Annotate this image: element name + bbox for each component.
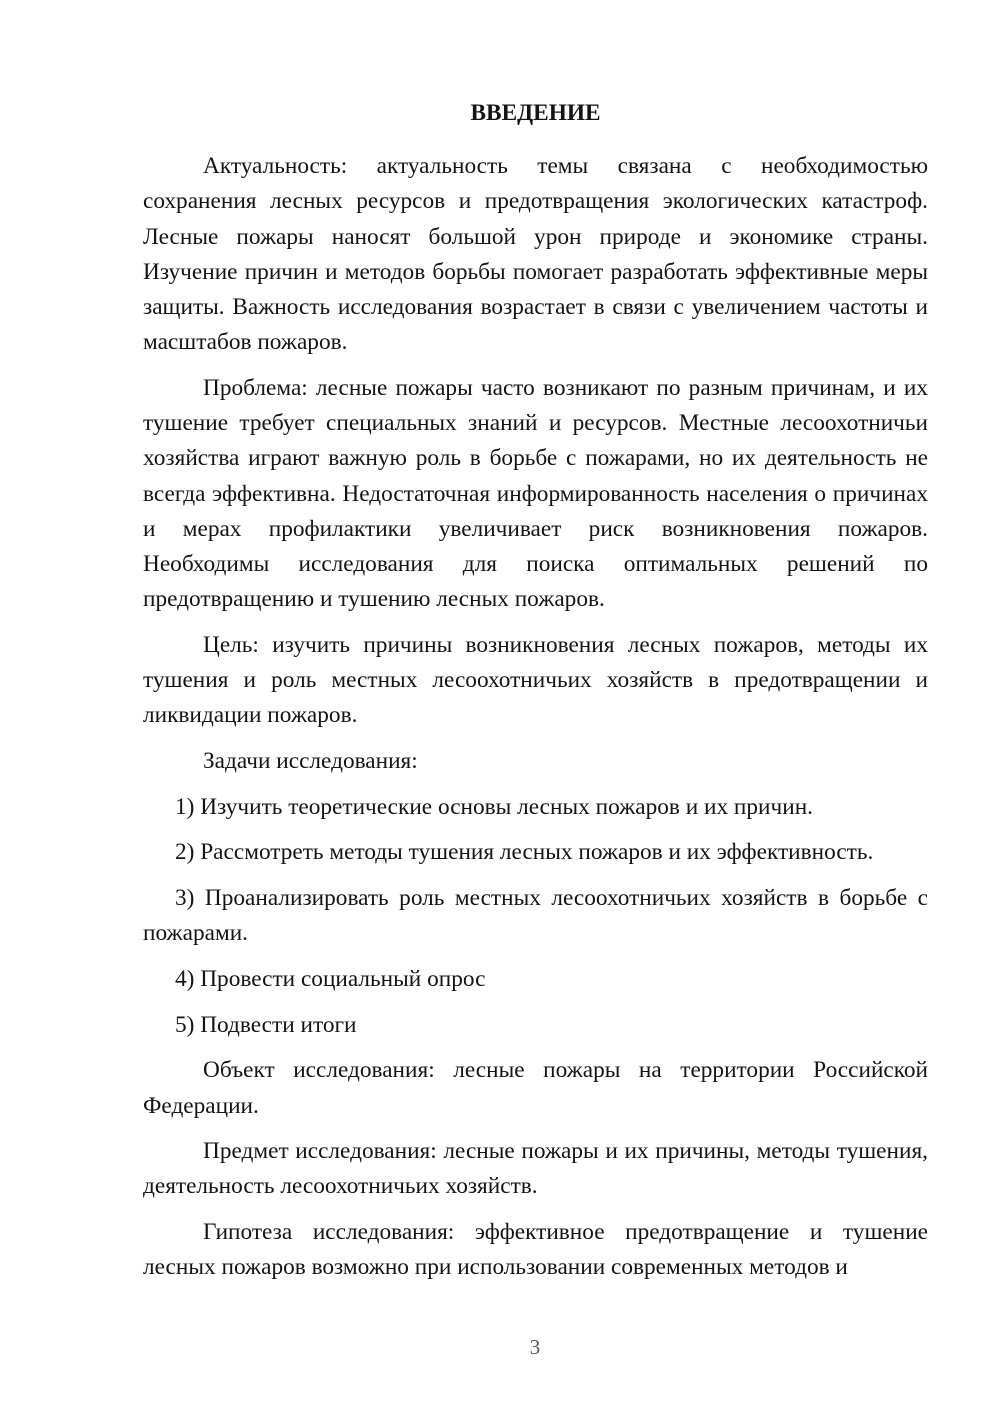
task-item-2: 2) Рассмотреть методы тушения лесных пожаров и их эффективность. [175,839,874,866]
document-page [143,96,928,1296]
paragraph-hypothesis: Гипотеза исследования: эффективное предотвращение и тушение лесных пожаров возможно при использовании современных методов и [143,1219,928,1281]
tasks-heading: Задачи исследования: [203,747,418,774]
page-number: 3 [529,1335,541,1359]
task-item-4: 4) Провести социальный опрос [175,965,486,992]
section-title: ВВЕДЕНИЕ [470,100,601,126]
task-item-3: 3) Проанализировать роль местных лесоохотничьих хозяйств в борьбе с пожарами. [143,885,928,947]
paragraph-problem: Проблема: лесные пожары часто возникают по разным причинам, и их тушение требует специальных знаний и ресурсов. Местные лесоохотничьи хозяйства играют важную роль в борьбе с пожарами, но их деятельность не всегда эффективна. Недостаточная информированность населения о причинах и мерах профилактики увеличивает риск возникновения пожаров. Необходимы исследования для поиска оптимальных решений по предотвращению и тушению лесных пожаров. [143,374,928,613]
task-item-1: 1) Изучить теоретические основы лесных пожаров и их причин. [175,793,813,820]
paragraph-subject: Предмет исследования: лесные пожары и их причины, методы тушения, деятельность лесоохотничьих хозяйств. [143,1138,928,1200]
paragraph-object: Объект исследования: лесные пожары на территории Российской Федерации. [143,1057,928,1119]
paragraph-relevance: Актуальность: актуальность темы связана с необходимостью сохранения лесных ресурсов и предотвращения экологических катастроф. Лесные пожары наносят большой урон природе и экономике страны. Изучение причин и методов борьбы помогает разработать эффективные меры защиты. Важность исследования возрастает в связи с увеличением частоты и масштабов пожаров. [143,153,928,356]
task-item-5: 5) Подвести итоги [175,1011,357,1038]
paragraph-goal: Цель: изучить причины возникновения лесных пожаров, методы их тушения и роль местных лесоохотничьих хозяйств в предотвращении и ликвидации пожаров. [143,631,928,729]
